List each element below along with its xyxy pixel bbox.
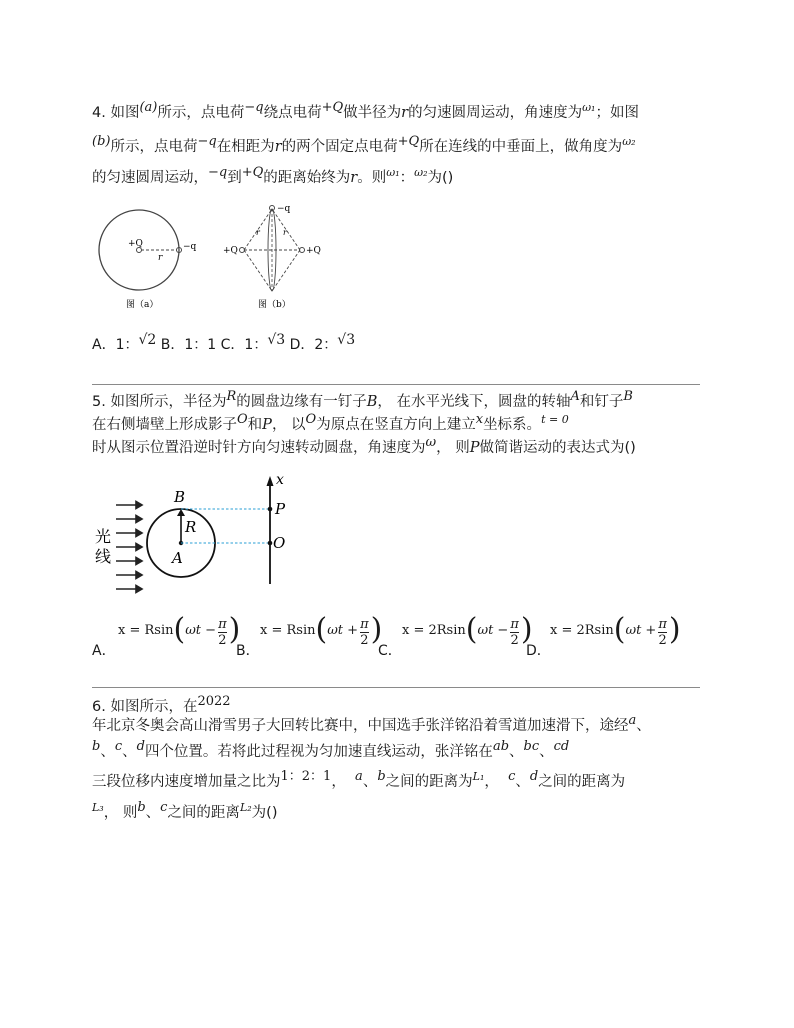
r-label-left: r <box>256 228 260 237</box>
q4-figure-a <box>92 205 212 315</box>
light-arrows <box>116 502 142 593</box>
option-a[interactable]: A．1：√2 <box>92 332 157 353</box>
minus-q-label: −q <box>183 242 197 252</box>
label-p: P <box>275 500 286 518</box>
q5-option-c-formula: x = 2Rsin(ωt − $\frac{\pi}{2}$ ) <box>402 612 533 648</box>
q6-line-1: 6. 如图所示，在2022 <box>92 694 231 715</box>
label-a: A <box>172 549 183 567</box>
q4-figure-b <box>222 200 332 315</box>
divider-2 <box>92 687 700 688</box>
q5-figure <box>92 472 302 597</box>
q5-option-d[interactable]: D． <box>526 643 551 659</box>
q4-line-3: 的匀速圆周运动，−q到+Q的距离始终为r。则$^{\omega_1}$：$^{\omega_2}$为() <box>92 165 454 186</box>
divider-1 <box>92 384 700 385</box>
q5-option-a[interactable]: A． <box>92 643 116 659</box>
minus-q-label: −q <box>277 204 291 214</box>
q5-option-d-formula: x = 2Rsin(ωt + $\frac{\pi}{2}$ ) <box>550 612 681 648</box>
light-label-1: 光 <box>95 527 112 546</box>
q5-option-b[interactable]: B． <box>236 643 260 659</box>
q6-line-5: $^{L_3}$， 则b、c之间的距离$^{L_2}$为() <box>92 800 278 821</box>
q5-option-a-formula: x = Rsin(ωt − $\frac{\pi}{2}$ ) <box>118 612 241 648</box>
fig-b-caption: 图（b） <box>258 300 291 310</box>
plus-q-right-charge <box>300 248 305 253</box>
plus-q-left-charge <box>240 248 245 253</box>
q5-line-3: 时从图示位置沿逆时针方向匀速转动圆盘，角速度为ω， 则P做简谐运动的表达式为() <box>92 435 636 456</box>
q5-line-2: 在右侧墙壁上形成影子O和P， 以O为原点在竖直方向上建立x坐标系。$^{t = 0}$ <box>92 412 569 433</box>
r-label: r <box>158 253 163 263</box>
q4-line-1: 4. 如图(a)所示，点电荷−q绕点电荷+Q做半径为r的匀速圆周运动，角速度为$^{\omega_1}$；如图 <box>92 100 639 121</box>
q5-option-b-formula: x = Rsin(ωt + $\frac{\pi}{2}$ ) <box>260 612 383 648</box>
q5-line-1: 5. 如图所示，半径为R的圆盘边缘有一钉子B， 在水平光线下，圆盘的转轴A和钉子B <box>92 389 633 410</box>
q5-option-c[interactable]: C． <box>378 643 402 659</box>
light-label-2: 线 <box>95 547 112 566</box>
plus-q-label: +Q <box>128 239 143 249</box>
point-o <box>268 541 273 546</box>
radius-arrowhead <box>177 509 185 516</box>
label-o: O <box>273 534 286 552</box>
plus-q-left-label: +Q <box>223 246 238 256</box>
q4-options <box>92 334 355 354</box>
option-d[interactable]: D．2：√3 <box>289 332 356 353</box>
q6-line-3: b、c、d四个位置。若将此过程视为匀加速直线运动，张洋铭在ab、bc、cd <box>92 739 570 760</box>
plus-q-right-label: +Q <box>306 246 321 256</box>
label-x: x <box>276 472 284 488</box>
point-p <box>268 507 273 512</box>
r-label-right: r <box>283 228 287 237</box>
label-r: R <box>185 518 197 536</box>
option-c[interactable]: C．1：√3 <box>220 332 286 353</box>
q4-line-2: (b)所示，点电荷−q在相距为r的两个固定点电荷+Q所在连线的中垂面上，做角度为$^{\omega_2}$ <box>92 134 636 155</box>
x-axis-arrowhead <box>267 476 274 486</box>
q6-line-2: 年北京冬奥会高山滑雪男子大回转比赛中，中国选手张洋铭沿着雪道加速滑下，途经a、 <box>92 713 651 734</box>
q6-line-4: 三段位移内速度增加量之比为1：2：1， a、b之间的距离为$^{L_1}$， c、d之间的距离为 <box>92 769 626 790</box>
label-b: B <box>174 488 186 506</box>
option-b[interactable]: B．1：1 <box>160 337 217 353</box>
fig-a-caption: 图（a） <box>126 300 159 310</box>
